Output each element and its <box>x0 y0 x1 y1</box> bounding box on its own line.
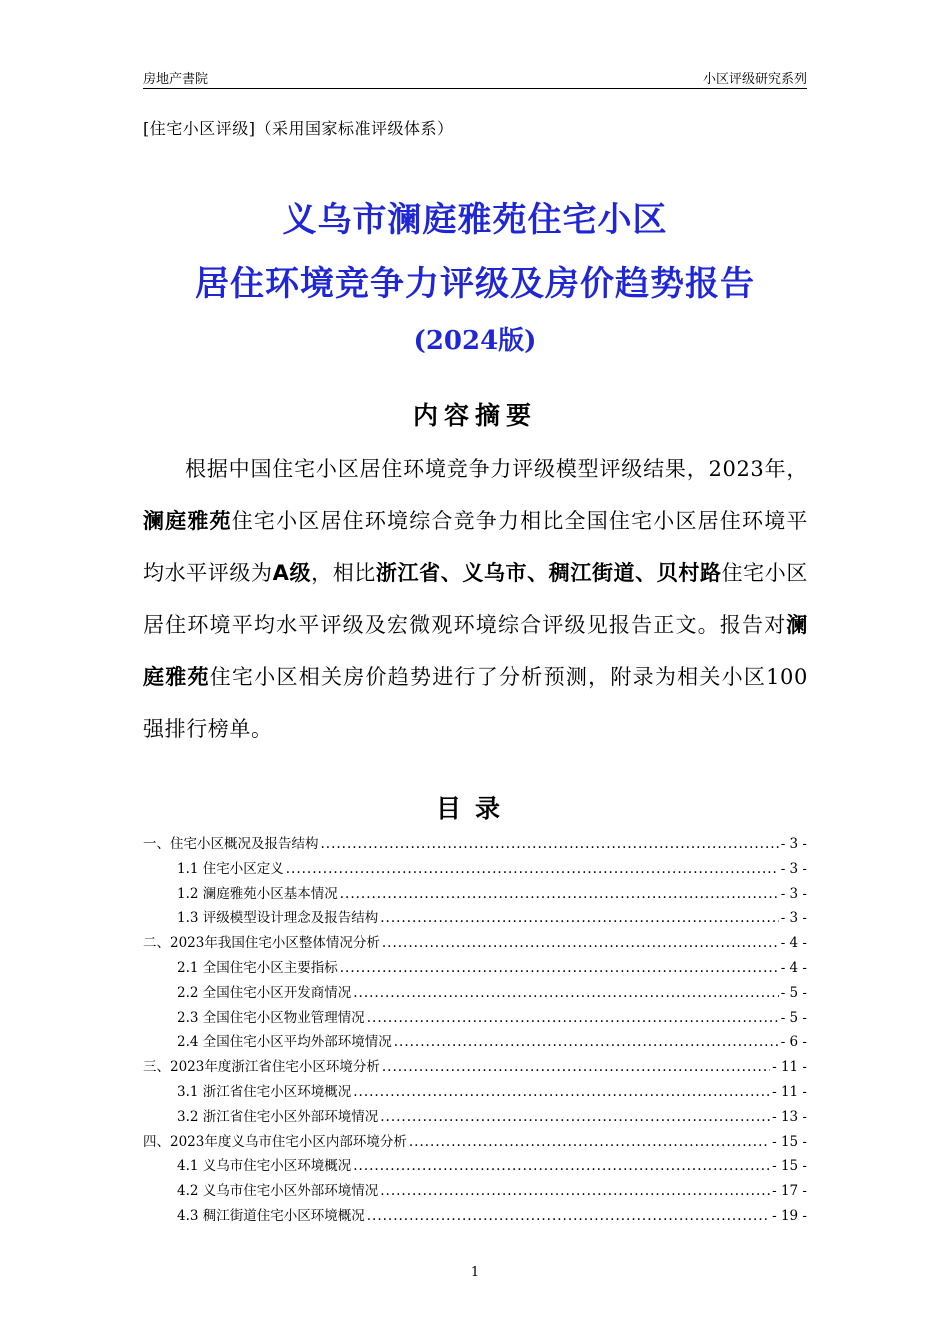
toc-entry-page: - 4 - <box>780 935 807 952</box>
toc-dot-leader <box>353 1158 770 1174</box>
toc-dot-leader <box>380 910 778 926</box>
toc-entry-page: - 4 - <box>780 959 807 976</box>
abstract-text: 住宅小区居住环境平均水平评级及宏微观环境综合评级见报告正文。报告对 <box>143 561 808 637</box>
toc-entry-page: - 13 - <box>772 1108 807 1125</box>
table-of-contents <box>143 832 807 1229</box>
toc-dot-leader <box>340 886 779 902</box>
toc-entry-page: - 3 - <box>780 910 807 927</box>
toc-entry[interactable] <box>143 1030 807 1055</box>
rating-tag: [住宅小区评级]（采用国家标准评级体系） <box>143 119 454 138</box>
toc-entry-page: - 3 - <box>780 836 807 852</box>
abstract-text: 住宅小区居住环境综合竞争力相比全国住宅小区居住环境平均水平评级为 <box>143 509 808 585</box>
toc-entry-label: 2.4 全国住宅小区平均外部环境情况 <box>177 1034 392 1051</box>
toc-entry-label: 一、住宅小区概况及报告结构 <box>143 836 319 852</box>
toc-entry-label: 2.3 全国住宅小区物业管理情况 <box>177 1009 365 1026</box>
toc-entry-page: - 3 - <box>780 885 807 902</box>
report-title-line-1: 义乌市澜庭雅苑住宅小区 <box>282 200 668 240</box>
toc-entry-page: - 11 - <box>772 1059 807 1076</box>
toc-entry[interactable] <box>143 1179 807 1204</box>
report-title-line-2: 居住环境竞争力评级及房价趋势报告 <box>195 264 755 304</box>
report-edition: (2024版) <box>413 326 537 356</box>
page-header <box>143 66 807 89</box>
toc-entry-page: - 11 - <box>772 1083 807 1100</box>
toc-entry-label: 3.2 浙江省住宅小区外部环境情况 <box>177 1108 379 1125</box>
toc-entry[interactable] <box>143 1130 807 1155</box>
toc-dot-leader <box>353 985 778 1001</box>
toc-dot-leader <box>380 1109 770 1125</box>
toc-dot-leader <box>340 960 779 976</box>
toc-entry-page: - 5 - <box>780 1009 807 1026</box>
toc-dot-leader <box>382 935 779 951</box>
abstract-paragraph <box>143 443 808 755</box>
abstract-emphasis: 澜庭雅苑 <box>143 509 232 533</box>
abstract-text: ，相比 <box>311 561 376 585</box>
toc-entry-label: 4.2 义乌市住宅小区外部环境情况 <box>177 1183 379 1200</box>
toc-entry-page: - 19 - <box>772 1207 807 1224</box>
toc-entry-label: 二、2023年我国住宅小区整体情况分析 <box>143 935 380 952</box>
header-left-text: 房地产書院 <box>143 72 209 87</box>
abstract-emphasis: A级 <box>272 561 312 585</box>
toc-dot-leader <box>382 1059 770 1075</box>
toc-entry-label: 四、2023年度义乌市住宅小区内部环境分析 <box>143 1133 407 1150</box>
toc-entry-label: 3.1 浙江省住宅小区环境概况 <box>177 1083 352 1100</box>
abstract-text: 根据中国住宅小区居住环境竞争力评级模型评级结果，2023年， <box>185 457 808 481</box>
abstract-heading: 内容摘要 <box>412 401 537 430</box>
toc-entry[interactable] <box>143 1080 807 1105</box>
toc-dot-leader <box>286 861 779 877</box>
toc-entry-page: - 17 - <box>772 1183 807 1200</box>
toc-entry[interactable] <box>143 981 807 1006</box>
toc-dot-leader <box>353 1084 770 1100</box>
toc-dot-leader <box>380 1183 770 1199</box>
toc-entry-label: 2.2 全国住宅小区开发商情况 <box>177 984 352 1001</box>
header-right-text: 小区评级研究系列 <box>702 72 807 87</box>
toc-entry-page: - 6 - <box>780 1034 807 1051</box>
toc-entry-page: - 15 - <box>772 1158 807 1175</box>
toc-entry[interactable] <box>143 1154 807 1179</box>
toc-entry-label: 2.1 全国住宅小区主要指标 <box>177 959 338 976</box>
abstract-text: 住宅小区相关房价趋势进行了分析预测，附录为相关小区100强排行榜单。 <box>143 665 808 741</box>
toc-entry[interactable] <box>143 1204 807 1229</box>
toc-dot-leader <box>367 1208 770 1224</box>
toc-dot-leader <box>321 836 779 852</box>
abstract-emphasis: 澜庭雅苑 <box>143 613 808 689</box>
toc-entry[interactable] <box>143 882 807 907</box>
toc-entry-page: - 5 - <box>780 984 807 1001</box>
toc-entry-label: 1.2 澜庭雅苑小区基本情况 <box>177 885 338 902</box>
toc-entry[interactable] <box>143 906 807 931</box>
abstract-emphasis: 浙江省、义乌市、稠江街道、贝村路 <box>375 561 722 585</box>
toc-entry[interactable] <box>143 931 807 956</box>
toc-entry-page: - 15 - <box>772 1133 807 1150</box>
toc-entry[interactable] <box>143 1105 807 1130</box>
toc-entry[interactable] <box>143 1006 807 1031</box>
toc-entry-label: 4.3 稠江街道住宅小区环境概况 <box>177 1207 365 1224</box>
toc-dot-leader <box>367 1010 779 1026</box>
toc-entry-label: 三、2023年度浙江省住宅小区环境分析 <box>143 1059 380 1076</box>
toc-entry[interactable] <box>143 857 807 882</box>
page-number: 1 <box>470 1265 480 1280</box>
toc-entry-label: 1.3 评级模型设计理念及报告结构 <box>177 910 379 927</box>
toc-entry-label: 1.1 住宅小区定义 <box>177 860 284 877</box>
toc-dot-leader <box>394 1034 779 1050</box>
toc-heading: 目录 <box>435 794 514 823</box>
toc-entry-label: 4.1 义乌市住宅小区环境概况 <box>177 1158 352 1175</box>
toc-dot-leader <box>409 1134 770 1150</box>
toc-entry[interactable] <box>143 956 807 981</box>
toc-entry-page: - 3 - <box>780 860 807 877</box>
toc-entry[interactable] <box>143 1055 807 1080</box>
toc-entry[interactable] <box>143 832 807 857</box>
